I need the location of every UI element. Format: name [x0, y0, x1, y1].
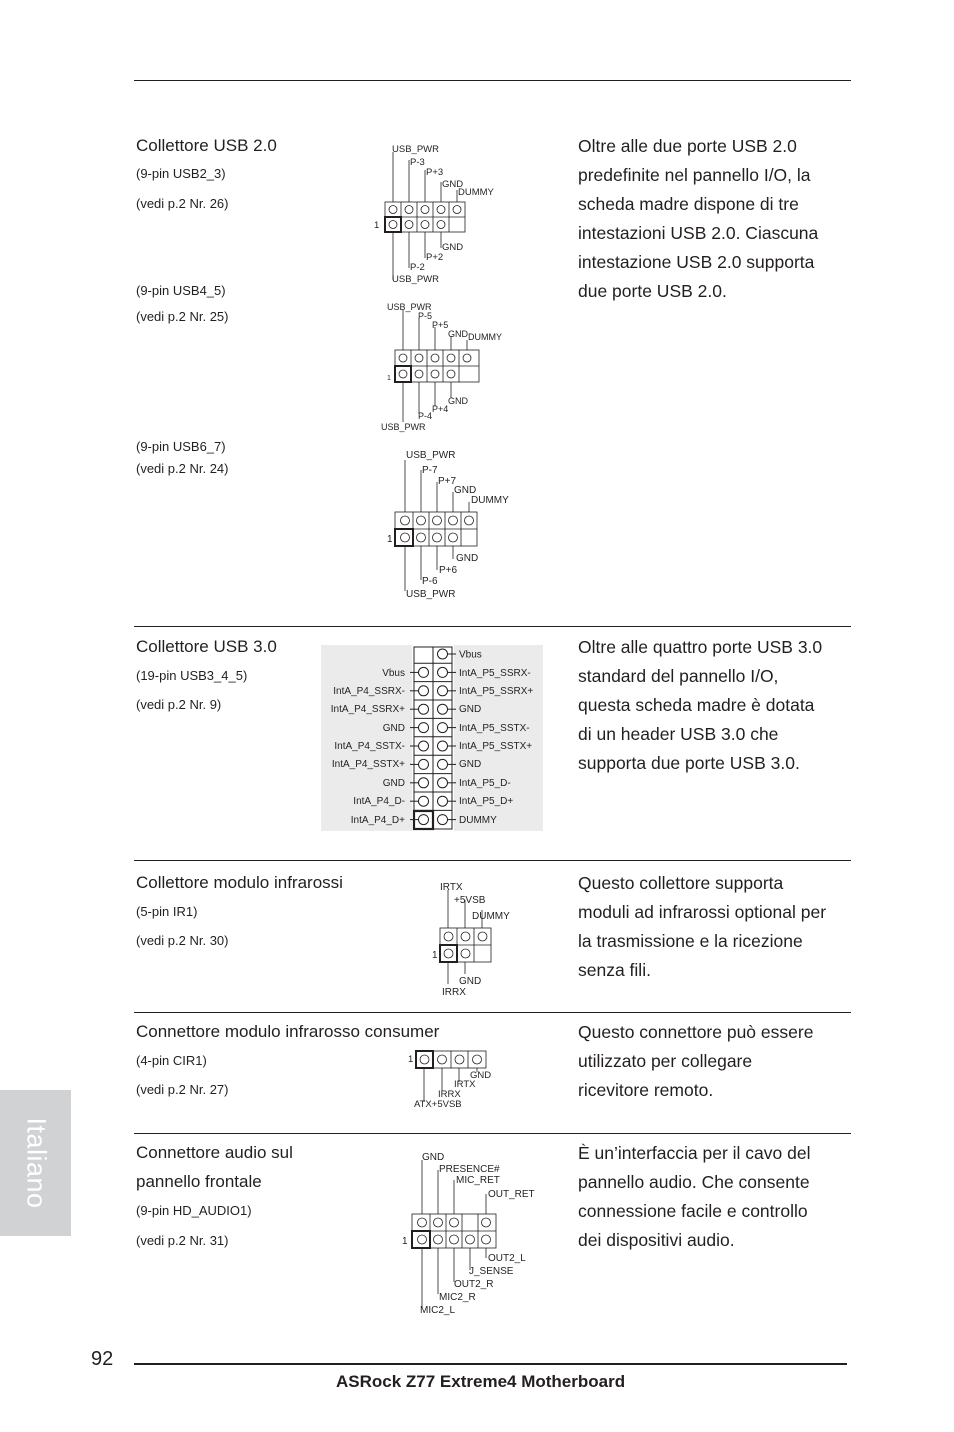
usb4_5-label-pwr-b: USB_PWR: [381, 422, 426, 432]
usb3-header-diagram: [321, 645, 543, 831]
usb6_7-pin1: 1: [387, 534, 393, 545]
audio-label-out2r: OUT2_R: [454, 1279, 494, 1290]
usb4_5-header-diagram: [378, 300, 518, 435]
ir-label-irtx: IRTX: [440, 882, 463, 893]
cir-description: Questo connettore può essere utilizzato per collegare ricevitore remoto.: [578, 1022, 814, 1100]
usb3-right-6: GND: [459, 759, 482, 770]
ir-label-irrx: IRRX: [442, 987, 466, 998]
usb6_7-label-pwr-b: USB_PWR: [406, 589, 456, 600]
usb4_5-pin1: 1: [387, 375, 391, 382]
footer-title: ASRock Z77 Extreme4 Motherboard: [336, 1372, 626, 1391]
usb3-left-0: Vbus: [382, 668, 405, 679]
usb6_7-label-p+-b: P+6: [439, 565, 458, 576]
usb4_5-label-gnd: GND: [448, 329, 468, 339]
cir-pins: (4-pin CIR1): [136, 1053, 207, 1068]
cir-label-irtx: IRTX: [454, 1079, 476, 1090]
usb3-left-2: IntA_P4_SSRX+: [330, 704, 405, 715]
page-number: 92: [91, 1348, 114, 1370]
usb2-description: Oltre alle due porte USB 2.0 predefinite nel pannello I/O, la scheda madre dispone di tre intestazioni USB 2.0. Ciascuna intestazione USB 2.0 supporta due porte USB 2.0.: [578, 136, 819, 301]
usb3-left-6: GND: [382, 778, 405, 789]
usb2_3-label-dummy: DUMMY: [458, 187, 494, 198]
divider-2: [134, 860, 851, 861]
usb3-right-1: IntA_P5_SSRX-: [459, 668, 531, 679]
usb2_3-pin1: 1: [374, 220, 380, 231]
section-title-audio-2: pannello frontale: [136, 1172, 262, 1191]
usb2_3-label-pwr-b: USB_PWR: [392, 274, 439, 285]
audio-ref: (vedi p.2 Nr. 31): [136, 1233, 229, 1248]
usb2_3-pins: (9-pin USB2_3): [136, 166, 226, 181]
usb3-left-4: IntA_P4_SSTX-: [334, 741, 405, 752]
ir-pin1: 1: [432, 950, 438, 961]
usb4_5-label-p-: P-5: [418, 311, 433, 321]
ir-description: Questo collettore supporta moduli ad infrarossi optional per la trasmissione e la ricezione senza fili.: [578, 873, 827, 980]
usb4_5-pins: (9-pin USB4_5): [136, 283, 226, 298]
ir-label-5vsb: +5VSB: [454, 895, 486, 906]
audio-label-mic2l: MIC2_L: [420, 1305, 456, 1316]
usb2_3-label-p-: P-3: [410, 157, 425, 168]
usb2_3-label-p--b: P-2: [410, 262, 425, 273]
audio-label-mic2r: MIC2_R: [439, 1292, 476, 1303]
usb3-right-9: DUMMY: [459, 815, 497, 826]
usb6_7-ref: (vedi p.2 Nr. 24): [136, 461, 229, 476]
usb6_7-pins: (9-pin USB6_7): [136, 439, 226, 454]
cir-ref: (vedi p.2 Nr. 27): [136, 1082, 229, 1097]
usb6_7-label-p-: P-7: [422, 465, 438, 476]
top-rule: [134, 80, 851, 81]
ir-pins: (5-pin IR1): [136, 904, 198, 919]
audio-label-micret: MIC_RET: [456, 1175, 500, 1186]
usb2_3-label-p+: P+3: [426, 167, 444, 178]
usb4_5-label-p+: P+5: [432, 320, 449, 330]
usb2_3-label-p+-b: P+2: [426, 252, 444, 263]
ir-ref: (vedi p.2 Nr. 30): [136, 933, 229, 948]
usb6_7-label-p--b: P-6: [422, 576, 438, 587]
cir-pin1: 1: [408, 1054, 414, 1065]
section-title-audio-1: Connettore audio sul: [136, 1143, 293, 1162]
usb3-left-1: IntA_P4_SSRX-: [333, 686, 405, 697]
usb4_5-label-p--b: P-4: [418, 411, 433, 421]
usb6_7-label-pwr: USB_PWR: [406, 450, 456, 461]
section-title-cir: Connettore modulo infrarosso consumer: [136, 1022, 440, 1041]
usb3-left-5: IntA_P4_SSTX+: [331, 759, 405, 770]
usb6_7-label-gnd-b: GND: [456, 553, 479, 564]
cir-label-gnd: GND: [470, 1070, 492, 1081]
usb2_3-ref: (vedi p.2 Nr. 26): [136, 196, 229, 211]
language-tab-label: Italiano: [21, 1117, 52, 1209]
audio-label-outret: OUT_RET: [488, 1189, 535, 1200]
usb3-left-3: GND: [382, 723, 405, 734]
usb6_7-header-diagram: [384, 446, 524, 602]
usb3-right-0: Vbus: [459, 649, 482, 661]
usb6_7-label-gnd: GND: [454, 485, 477, 496]
cir-label-5vsb: ATX+5VSB: [414, 1099, 462, 1110]
footer-rule: [134, 1363, 847, 1365]
usb2_3-header-diagram: [368, 140, 508, 290]
usb4_5-label-dummy: DUMMY: [468, 332, 502, 342]
usb3-right-7: IntA_P5_D-: [459, 778, 511, 789]
divider-1: [134, 626, 851, 627]
usb3-description: Oltre alle quattro porte USB 3.0 standard del pannello I/O, questa scheda madre è dotata di un header USB 3.0 che supporta due porte USB 3.0.: [578, 637, 823, 773]
usb4_5-label-gnd-b: GND: [448, 396, 468, 406]
section-title-ir: Collettore modulo infrarossi: [136, 873, 343, 892]
usb3-right-5: IntA_P5_SSTX+: [459, 741, 533, 752]
audio-pin1: 1: [402, 1236, 408, 1247]
ir-label-gnd: GND: [459, 976, 482, 987]
cir-label-irrx: IRRX: [438, 1089, 461, 1100]
usb3-pins: (19-pin USB3_4_5): [136, 668, 248, 683]
usb3-right-2: IntA_P5_SSRX+: [459, 686, 534, 697]
usb3-left-7: IntA_P4_D-: [353, 796, 405, 807]
usb6_7-label-dummy: DUMMY: [471, 495, 509, 506]
audio-pins: (9-pin HD_AUDIO1): [136, 1203, 252, 1218]
usb2_3-label-gnd-b: GND: [442, 242, 464, 253]
audio-label-gnd: GND: [422, 1152, 445, 1163]
usb2_3-label-pwr: USB_PWR: [392, 144, 439, 155]
cir-header-diagram: [406, 1048, 506, 1110]
divider-4: [134, 1133, 851, 1134]
usb6_7-label-p+: P+7: [438, 476, 457, 487]
usb4_5-label-pwr: USB_PWR: [387, 302, 432, 312]
audio-label-jsense: J_SENSE: [469, 1266, 514, 1277]
ir-label-dummy: DUMMY: [472, 911, 510, 922]
usb3-right-8: IntA_P5_D+: [459, 796, 514, 807]
usb3-right-3: GND: [459, 704, 482, 715]
audio-label-presence: PRESENCE#: [439, 1164, 500, 1175]
ir-header-diagram: [432, 876, 522, 998]
divider-3: [134, 1012, 851, 1013]
usb4_5-ref: (vedi p.2 Nr. 25): [136, 309, 229, 324]
usb2_3-label-gnd: GND: [442, 179, 464, 190]
audio-description: È un’interfaccia per il cavo del pannello audio. Che consente connessione facile e controllo dei dispositivi audio.: [578, 1143, 811, 1250]
usb3-ref: (vedi p.2 Nr. 9): [136, 697, 222, 712]
usb3-right-4: IntA_P5_SSTX-: [459, 723, 530, 734]
section-title-usb2: Collettore USB 2.0: [136, 136, 277, 155]
audio-label-out2l: OUT2_L: [488, 1253, 526, 1264]
usb3-left-8: IntA_P4_D+: [350, 815, 405, 826]
section-title-usb3: Collettore USB 3.0: [136, 637, 277, 656]
usb4_5-label-p+-b: P+4: [432, 404, 449, 414]
audio-header-diagram: [398, 1148, 548, 1318]
